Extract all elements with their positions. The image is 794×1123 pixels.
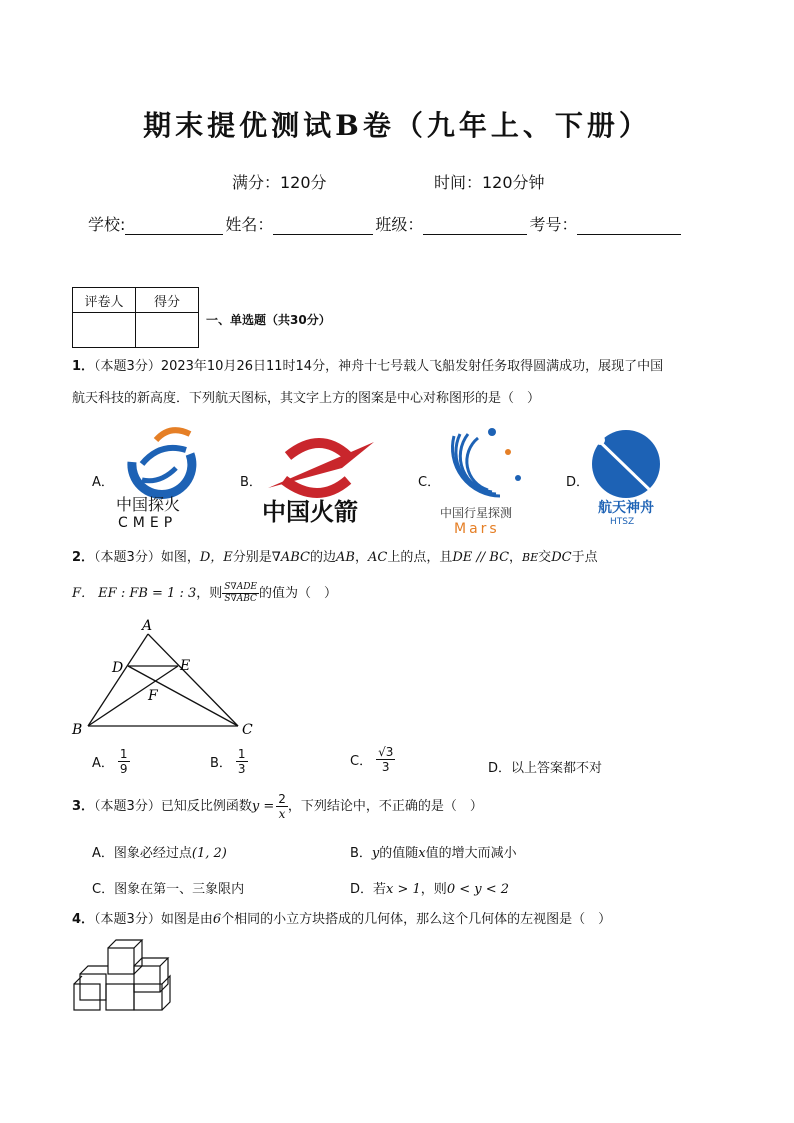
- page-title: 期末提优测试B卷（九年上、下册）: [143, 109, 651, 142]
- question-4-line: 4．（本题3分）如图是由6个相同的小立方块搭成的几何体，那么这个几何体的左视图是（ ）: [72, 912, 612, 927]
- q2-option-c[interactable]: C． $\frac{√3}{3}$: [350, 745, 394, 774]
- q3-option-b[interactable]: B．y的值随x值的增大而减小: [350, 846, 517, 861]
- school-field[interactable]: [125, 216, 223, 235]
- section-heading: 一、单选题（共30分）: [206, 313, 331, 327]
- q3-option-c[interactable]: C．图象在第一、三象限内: [92, 882, 245, 897]
- cubes-figure: [70, 938, 180, 1014]
- score-header: 得分: [136, 288, 199, 313]
- triangle-figure: [66, 614, 266, 742]
- question-1-line-1: 1．（本题3分）2023年10月26日11时14分，神舟十七号载人飞船发射任务取得圆满成功，展现了中国: [72, 359, 664, 374]
- question-2-line-2: F． EF : FB = 1 : 3，则 $\frac{\text{S∇ADE}}{\text{S∇ABC}}$ 的值为（ ）: [72, 582, 338, 604]
- q3-option-a[interactable]: A．图象必经过点(1, 2): [92, 846, 227, 861]
- q1-option-b-label[interactable]: B．: [240, 475, 262, 490]
- full-score: 满分：120分: [232, 173, 327, 192]
- score-cell[interactable]: [136, 313, 199, 348]
- shenzhou-logo: [588, 428, 668, 528]
- grader-cell[interactable]: [73, 313, 136, 348]
- area-ratio: $\frac{\text{S∇ADE}}{\text{S∇ABC}}$: [224, 582, 258, 604]
- label-d: D: [112, 660, 124, 676]
- grader-header: 评卷人: [73, 288, 136, 313]
- q3-option-d[interactable]: D．若x > 1，则0 < y < 2: [350, 882, 510, 897]
- question-2-line-1: 2．（本题3分）如图，D，E分别是∇ABC的边AB，AC上的点，且DE // BC，BE交DC于点: [72, 550, 598, 565]
- q1-option-a-label[interactable]: A．: [92, 475, 114, 490]
- name-label: 姓名：: [225, 215, 274, 234]
- label-a: A: [142, 618, 153, 634]
- shenzhou-logo-text: 航天神舟: [598, 500, 654, 516]
- mars-logo-sub: Mars: [454, 521, 500, 536]
- student-info-fields: [88, 212, 683, 235]
- exam-no-field[interactable]: [577, 216, 681, 235]
- class-field[interactable]: [423, 216, 527, 235]
- question-1-line-2: 航天科技的新高度．下列航天图标，其文字上方的图案是中心对称图形的是（ ）: [72, 391, 541, 406]
- label-e: E: [180, 658, 191, 674]
- exam-time: 时间：120分钟: [434, 173, 545, 192]
- shenzhou-logo-sub: HTSZ: [610, 517, 635, 527]
- label-b: B: [72, 722, 83, 738]
- exam-no-label: 考号：: [529, 215, 578, 234]
- school-label: 学校:: [88, 215, 126, 234]
- mars-logo-text: 中国行星探测: [440, 506, 513, 520]
- class-label: 班级：: [375, 215, 424, 234]
- score-table: [72, 287, 199, 348]
- label-f: F: [148, 688, 158, 704]
- q1-option-c-label[interactable]: C．: [418, 475, 441, 490]
- q2-option-b[interactable]: B． $\frac{1}{3}$: [210, 747, 246, 776]
- rocket-logo-text: 中国火箭: [262, 498, 358, 526]
- q2-option-d[interactable]: D．以上答案都不对: [488, 761, 603, 776]
- rocket-logo: [258, 428, 384, 528]
- question-3-line: 3．（本题3分）已知反比例函数y = $\frac{2}{x}$ ，下列结论中，不正确的是（ ）: [72, 792, 483, 821]
- cmep-logo-sub: CMEP: [118, 515, 178, 531]
- q1-option-d-label[interactable]: D．: [566, 475, 590, 490]
- q2-option-a[interactable]: A． $\frac{1}{9}$: [92, 747, 128, 776]
- cmep-logo-text: 中国探火: [116, 495, 181, 514]
- cmep-logo: [112, 422, 202, 532]
- mars-logo: [436, 420, 536, 536]
- name-field[interactable]: [273, 216, 373, 235]
- label-c: C: [242, 722, 253, 738]
- function-fraction: $\frac{2}{x}$: [278, 792, 286, 821]
